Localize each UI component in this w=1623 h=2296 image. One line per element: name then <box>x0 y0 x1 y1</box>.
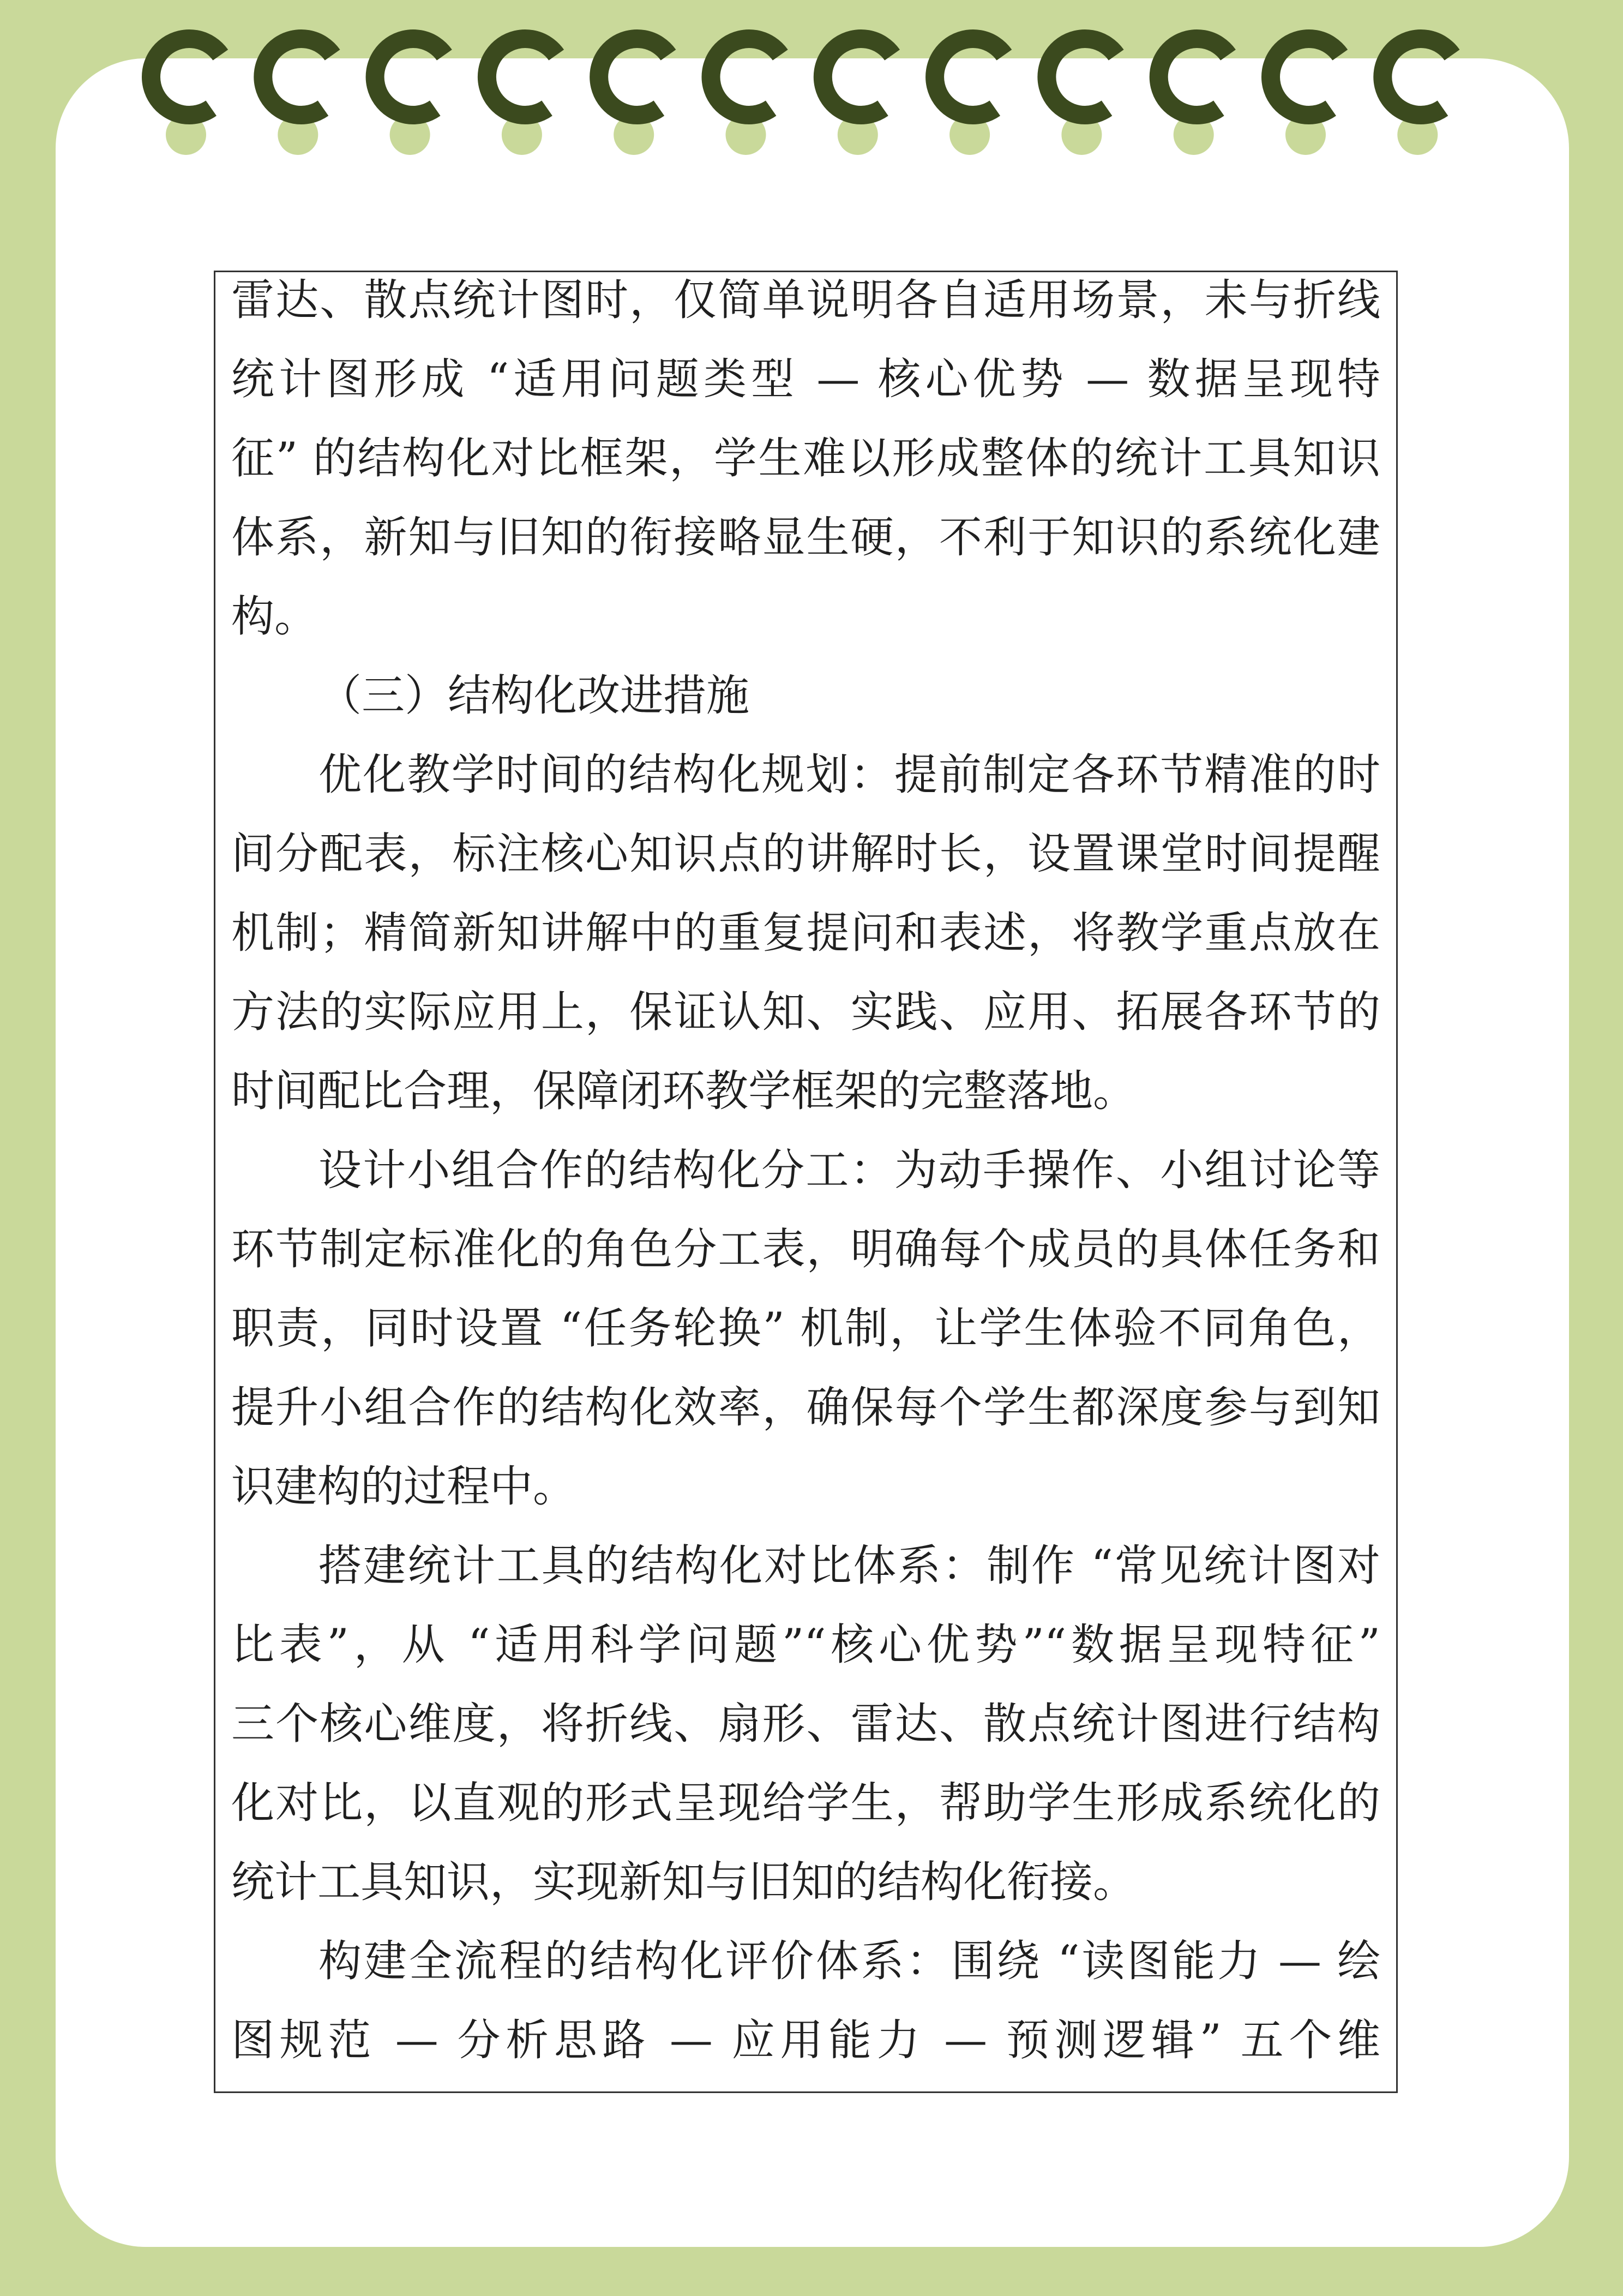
text-line: 环节制定标准化的角色分工表，明确每个成员的具体任务和 <box>231 1224 1380 1274</box>
text-line: 设计小组合作的结构化分工：为动手操作、小组讨论等 <box>318 1145 1380 1195</box>
text-line: 优化教学时间的结构化规划：提前制定各环节精准的时 <box>318 750 1380 800</box>
text-line: 构建全流程的结构化评价体系：围绕 “读图能力 — 绘 <box>318 1936 1380 1986</box>
text-line: 职责，同时设置 “任务轮换” 机制，让学生体验不同角色， <box>231 1303 1380 1353</box>
text-line: 三个核心维度，将折线、扇形、雷达、散点统计图进行结构 <box>231 1699 1380 1749</box>
paragraph <box>231 1131 1380 1526</box>
text-line: 统计图形成 “适用问题类型 — 核心优势 — 数据呈现特 <box>231 354 1380 404</box>
text-line: 搭建统计工具的结构化对比体系：制作 “常见统计图对 <box>318 1540 1380 1591</box>
section-heading <box>231 656 1380 735</box>
text-line: 方法的实际应用上，保证认知、实践、应用、拓展各环节的 <box>231 987 1380 1037</box>
text-line: 化对比，以直观的形式呈现给学生，帮助学生形成系统化的 <box>231 1778 1380 1828</box>
text-line: 图规范 — 分析思路 — 应用能力 — 预测逻辑” 五个维 <box>231 2015 1380 2065</box>
text-line: 间分配表，标注核心知识点的讲解时长，设置课堂时间提醒 <box>231 829 1380 879</box>
paragraph <box>231 1526 1380 1922</box>
text-line: 构。 <box>231 591 317 642</box>
text-line: 统计工具知识，实现新知与旧知的结构化衔接。 <box>231 1857 1136 1907</box>
paragraph <box>231 1922 1380 2080</box>
text-line: 体系，新知与旧知的衔接略显生硬，不利于知识的系统化建 <box>231 512 1380 562</box>
text-line: 时间配比合理，保障闭环教学框架的完整落地。 <box>231 1066 1136 1116</box>
document-body <box>231 261 1380 2080</box>
paragraph <box>231 735 1380 1131</box>
paragraph <box>231 261 1380 656</box>
text-line: 识建构的过程中。 <box>231 1461 576 1512</box>
text-line: 提升小组合作的结构化效率，确保每个学生都深度参与到知 <box>231 1382 1380 1432</box>
section-heading-text: （三）结构化改进措施 <box>318 670 749 721</box>
text-line: 比表”，从 “适用科学问题”“核心优势”“数据呈现特征” <box>231 1620 1380 1670</box>
text-line: 雷达、散点统计图时，仅简单说明各自适用场景，未与折线 <box>231 275 1380 325</box>
text-line: 机制；精简新知讲解中的重复提问和表述，将教学重点放在 <box>231 908 1380 958</box>
text-line: 征” 的结构化对比框架，学生难以形成整体的统计工具知识 <box>231 433 1380 483</box>
